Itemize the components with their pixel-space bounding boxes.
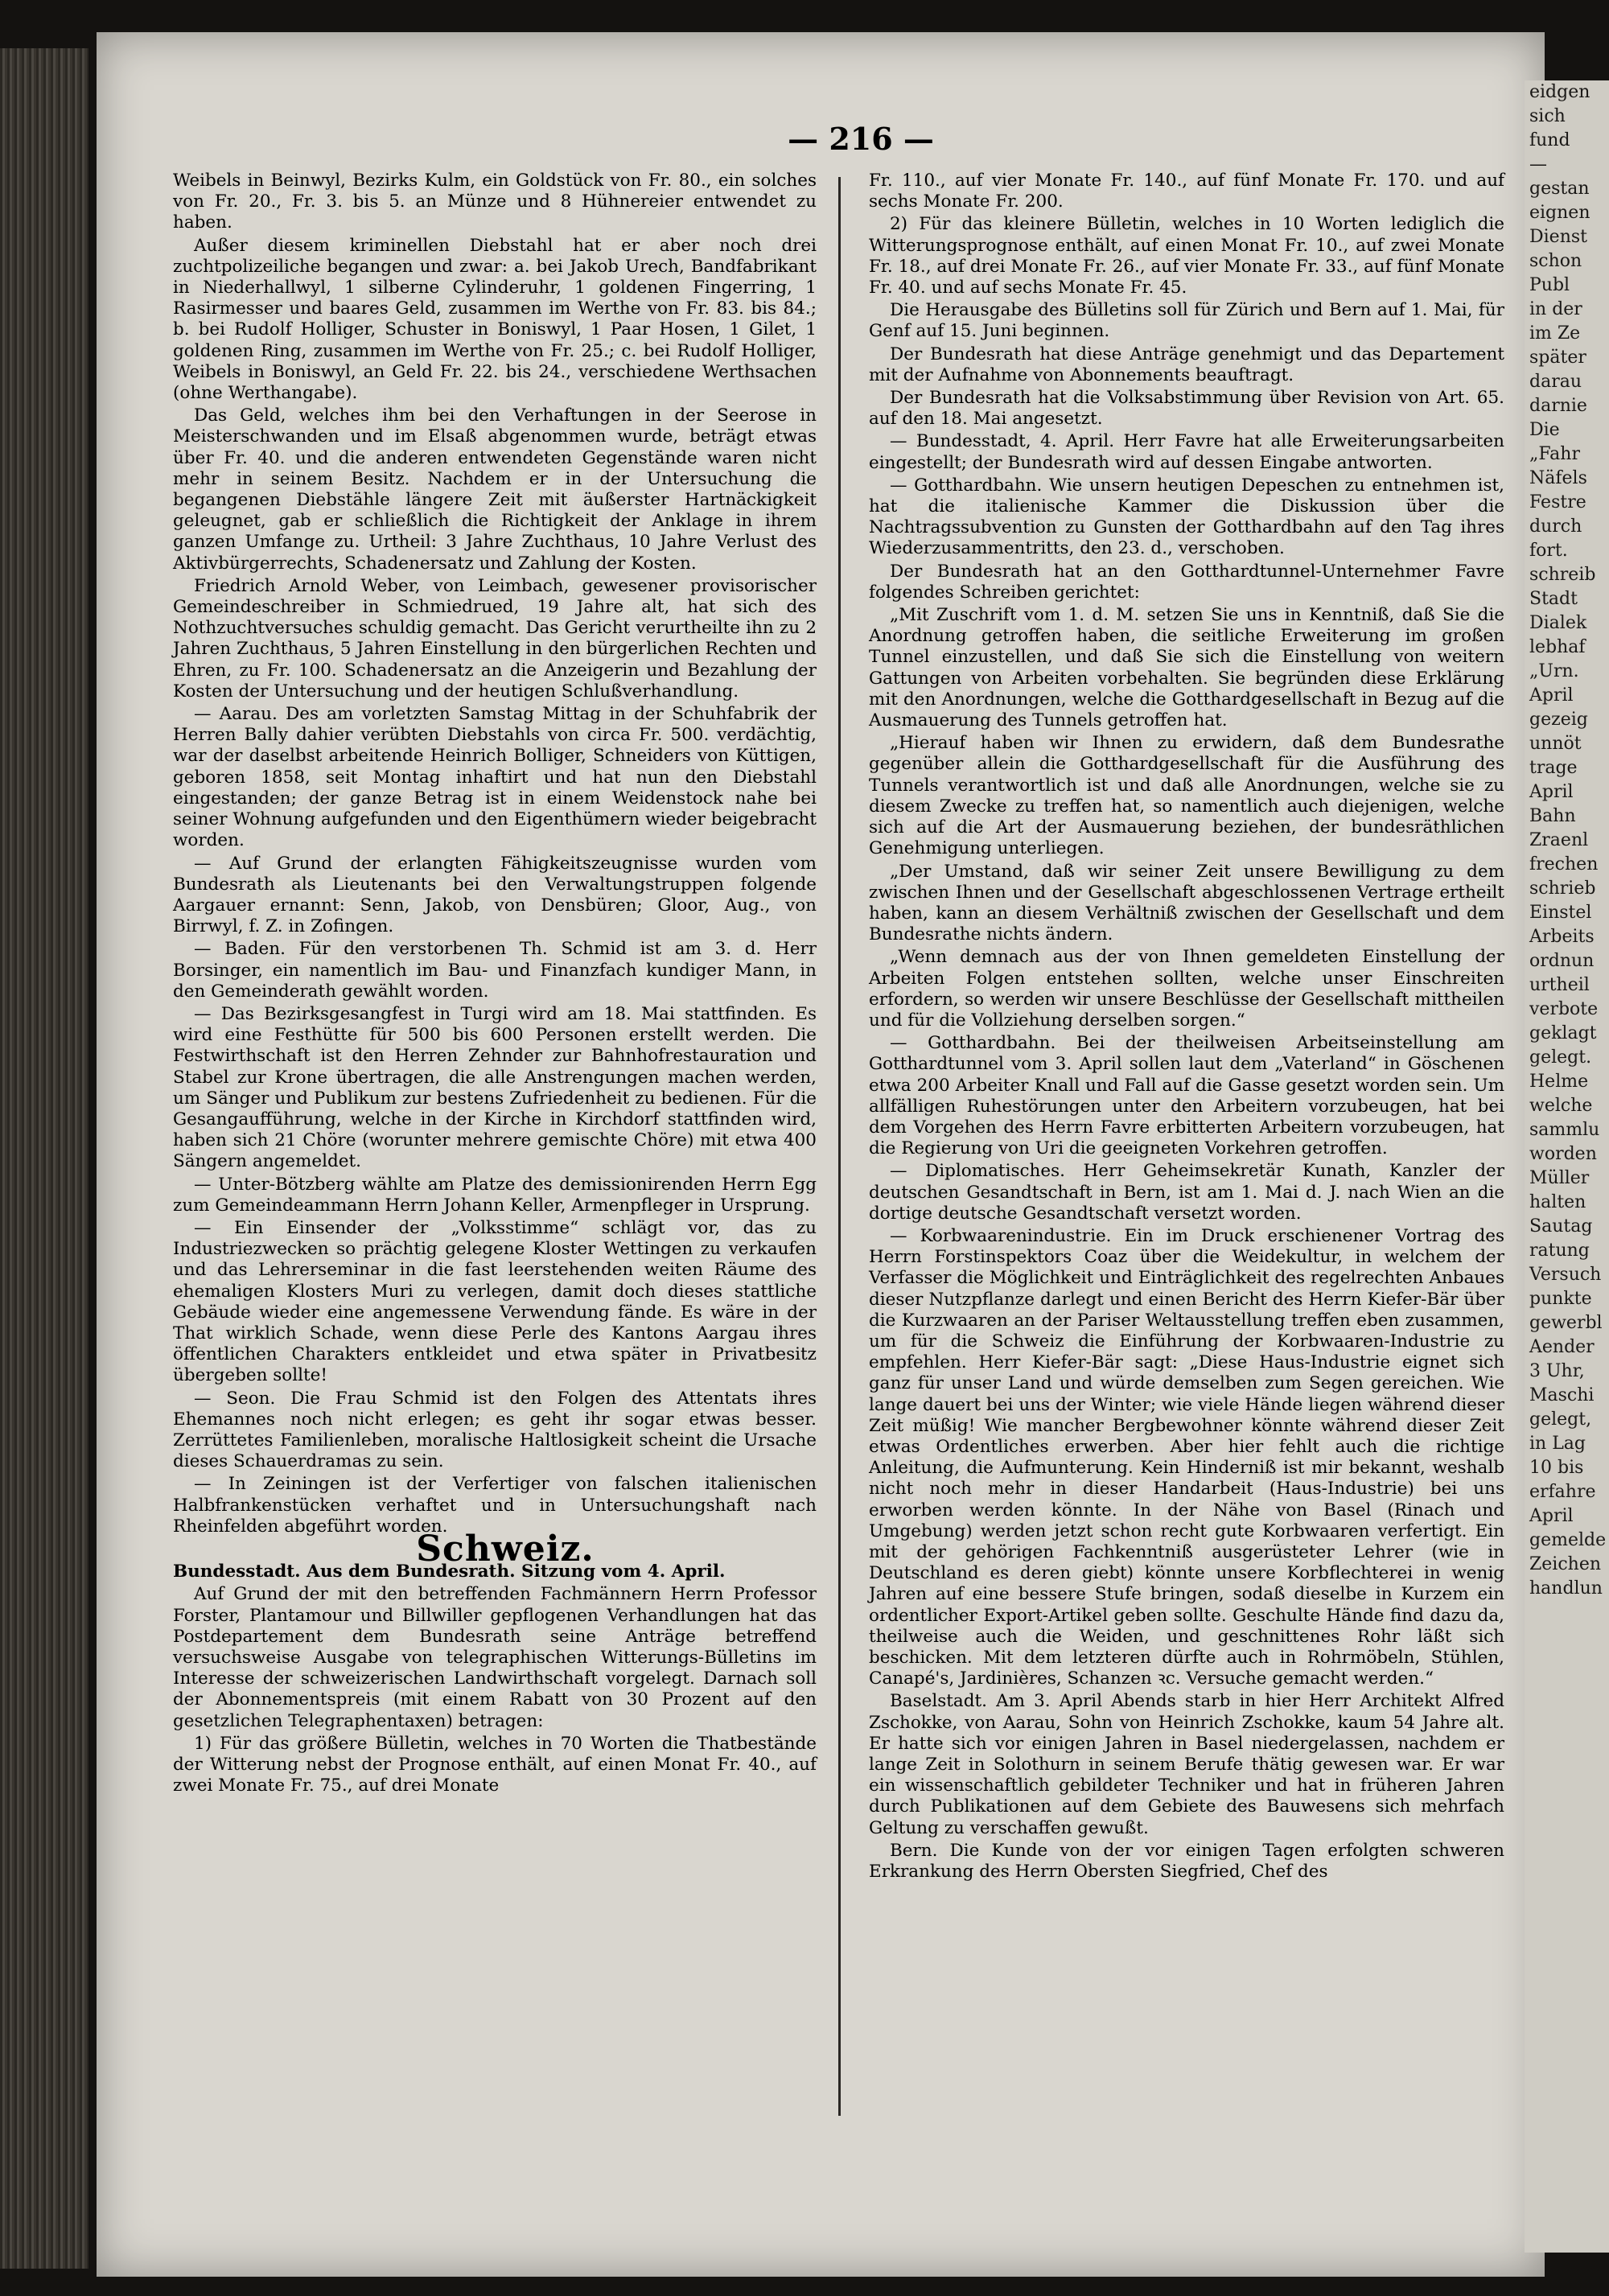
adjacent-page-line: gezeig <box>1529 710 1588 730</box>
adjacent-page-line: darnie <box>1529 396 1587 416</box>
adjacent-page-line: April <box>1529 1506 1574 1526</box>
adjacent-page-line: Einstel <box>1529 903 1592 923</box>
adjacent-page-line: eidgen <box>1529 82 1590 102</box>
adjacent-page-line: gemelde <box>1529 1530 1607 1550</box>
adjacent-page-line: durch <box>1529 516 1582 537</box>
right-column <box>869 171 1504 1884</box>
adjacent-page-line: im Ze <box>1529 323 1581 344</box>
article-paragraph: Baselstadt. Am 3. April Abends starb in hier Herr Architekt Alfred Zschokke, von Aarau, Sohn von Heinrich Zschokke, kaum 54 Jahre alt. Er hatte sich vor einigen Jahren in Basel niedergelassen, nachdem er lange Zeit in Solothurn in seinem Berufe thätig gewesen war. Er war ein wissenschaftlich gebildeter Techniker und hat in früheren Jahren durch Publikationen auf dem Gebiete des Bauwesens sich mehrfach Geltung zu verschaffen gewußt. <box>869 1691 1504 1838</box>
adjacent-page-line: 10 bis <box>1529 1458 1584 1478</box>
article-paragraph: — Seon. Die Frau Schmid ist den Folgen des Attentats ihres Ehemannes noch nicht erlegen; es geht ihr sogar etwas besser. Zerrüttetes Familienleben, moralische Haltlosigkeit scheint die Ursache dieses Schauerdramas zu sein. <box>173 1388 817 1472</box>
adjacent-page-line: Dialek <box>1529 613 1587 633</box>
article-paragraph: Der Bundesrath hat diese Anträge genehmigt und das Departement mit der Aufnahme von Abonnements beauftragt. <box>869 344 1504 385</box>
adjacent-page-line: später <box>1529 348 1586 368</box>
adjacent-page-line: ordnun <box>1529 951 1595 971</box>
adjacent-page-line: Bahn <box>1529 806 1576 826</box>
page-number: — 216 — <box>788 121 934 157</box>
adjacent-page-line: gestan <box>1529 179 1590 199</box>
article-paragraph: „Wenn demnach aus der von Ihnen gemeldeten Einstellung der Arbeiten Folgen entstehen sollten, welche unser Einschreiten erfordern, so werden wir unsere Beschlüsse der Gesellschaft mittheilen und für die Vollziehung derselben sorgen.“ <box>869 947 1504 1031</box>
article-paragraph: — Baden. Für den verstorbenen Th. Schmid ist am 3. d. Herr Borsinger, ein namentlich im Bau- und Finanzfach kundiger Mann, in den Gemeinderath gewählt worden. <box>173 939 817 1002</box>
article-paragraph: Der Bundesrath hat die Volksabstimmung über Revision von Art. 65. auf den 18. Mai angesetzt. <box>869 388 1504 430</box>
adjacent-page-line: Aender <box>1529 1337 1595 1357</box>
adjacent-page-line: in Lag <box>1529 1434 1586 1454</box>
adjacent-page-line: Helme <box>1529 1072 1589 1092</box>
left-column <box>173 171 817 1798</box>
adjacent-page-line: gelegt, <box>1529 1409 1592 1430</box>
adjacent-page-line: halten <box>1529 1192 1586 1212</box>
adjacent-page-line: Stadt <box>1529 589 1578 609</box>
article-paragraph: — Gotthardbahn. Bei der theilweisen Arbeitseinstellung am Gotthardtunnel vom 3. April sollen laut dem „Vaterland“ in Göschenen etwa 200 Arbeiter Knall und Fall auf die Gasse gesetzt worden sein. Um allfälligen Ruhestörungen unter den Arbeitern vorzubeugen, hat bei dem Vorgehen des Herrn Favre erbitterten Arbeitern vorzubeugen, hat die Regierung von Uri die geeigneten Vorkehren getroffen. <box>869 1033 1504 1159</box>
section-heading: Schweiz. <box>416 1529 595 1570</box>
book-page-edges <box>0 48 88 2269</box>
article-paragraph: — Aarau. Des am vorletzten Samstag Mittag in der Schuhfabrik der Herren Bally dahier verübten Diebstahls von circa Fr. 500. verdächtig, war der daselbst arbeitende Heinrich Bolliger, Schneiders von Küttigen, geboren 1858, seit Montag inhaftirt und hat nun den Diebstahl eingestanden; der ganze Betrag ist in einem Weidenstock nahe bei seiner Wohnung aufgefunden und den Eigenthümern wieder beigebracht worden. <box>173 704 817 851</box>
adjacent-page-line: frechen <box>1529 854 1599 874</box>
adjacent-page-line: fund <box>1529 130 1570 150</box>
adjacent-page-line: 3 Uhr, <box>1529 1361 1585 1381</box>
adjacent-page-line: Die <box>1529 420 1560 440</box>
article-paragraph: Auf Grund der mit den betreffenden Fachmännern Herrn Professor Forster, Plantamour und Billwiller gepflogenen Verhandlungen hat das Postdepartement dem Bundesrath seine Anträge betreffend versuchsweise Ausgabe von telegraphischen Witterungs-Bülletins im Interesse der schweizerischen Landwirthschaft vorgelegt. Darnach soll der Abonnementspreis (mit einem Rabatt von 30 Prozent auf den gesetzlichen Telegraphentaxen) betragen: <box>173 1584 817 1731</box>
adjacent-page-line: Maschi <box>1529 1385 1595 1405</box>
adjacent-page-line: urtheil <box>1529 975 1590 995</box>
article-paragraph: — Korbwaarenindustrie. Ein im Druck erschienener Vortrag des Herrn Forstinspektors Coaz über die Weidekultur, in welchem der Verfasser die Möglichkeit und Einträglichkeit des regelrechten Anbaues dieser Nutzpflanze darlegt und einen Bericht des Herrn Kiefer-Bär über die Kurzwaaren an der Pariser Weltausstellung treffen eben zusammen, um für die Schweiz die Einführung der Korbwaaren-Industrie zu empfehlen. Herr Kiefer-Bär sagt: „Diese Haus-Industrie eignet sich ganz für unser Land und würde demselben zum Segen gereichen. Wie lange dauert bei uns der Winter; wie viele Hände liegen während dieser Zeit müßig! Wie mancher Bergbewohner könnte während dieser Zeit etwas Ordentliches erwerben. Aber hier fehlt auch die richtige Anleitung, die Aufmunterung. Kein Hinderniß ist mir bekannt, weshalb nicht noch mehr in dieser Handarbeit (Haus-Industrie) bei uns erworben werden könnte. In der Nähe von Basel (Rinach und Umgebung) werden jetzt schon recht gute Korbwaaren verfertigt. Ein mit der gehörigen Fachkenntniß ausgerüsteter Lehrer (wie in Deutschland es deren giebt) könnte unsere Korbflechterei in wenig Jahren auf eine bessere Stufe bringen, sodaß dieselbe in Kurzem ein ordentlicher Export-Artikel geben sollte. Geschulte Hände find dazu da, theilweise auch die Weiden, und geschnittenes Rohr läßt sich beschicken. Mit dem letzteren dürfte auch in Rohrmöbeln, Stühlen, Canapé's, Jardinières, Schanzen ꝛc. Versuche gemacht werden.“ <box>869 1225 1504 1689</box>
article-paragraph: Der Bundesrath hat an den Gotthardtunnel-Unternehmer Favre folgendes Schreiben gerichtet: <box>869 561 1504 603</box>
adjacent-page-line: fort. <box>1529 541 1568 561</box>
adjacent-page-line: Festre <box>1529 492 1586 512</box>
article-paragraph: Bern. Die Kunde von der vor einigen Tagen erfolgten schweren Erkrankung des Herrn Obersten Siegfried, Chef des <box>869 1840 1504 1882</box>
adjacent-page-line: Zraenl <box>1529 830 1589 850</box>
adjacent-page-line: welche <box>1529 1096 1593 1116</box>
article-paragraph: — Bundesstadt, 4. April. Herr Favre hat alle Erweiterungsarbeiten eingestellt; der Bundesrath wird auf dessen Eingabe antworten. <box>869 431 1504 473</box>
adjacent-page-line: ratung <box>1529 1241 1590 1261</box>
adjacent-page-line: handlun <box>1529 1578 1603 1599</box>
adjacent-page-line: — <box>1529 154 1547 175</box>
article-paragraph: Das Geld, welches ihm bei den Verhaftungen in der Seerose in Meisterschwanden und im Elsaß abgenommen wurde, beträgt etwas über Fr. 40. und die anderen entwendeten Gegenstände waren nicht mehr in seinem Besitz. Nachdem er in der Untersuchung die begangenen Diebstähle längere Zeit mit äußerster Hartnäckigkeit geleugnet, gab er schließlich die Richtigkeit der Anklage in ihrem ganzen Umfange zu. Urtheil: 3 Jahre Zuchthaus, 10 Jahre Verlust des Aktivbürgerrechts, Schadenersatz und Zahlung der Kosten. <box>173 405 817 574</box>
article-paragraph: — Diplomatisches. Herr Geheimsekretär Kunath, Kanzler der deutschen Gesandtschaft in Bern, ist am 1. Mai d. J. nach Wien an die dortige deutsche Gesandtschaft versetzt worden. <box>869 1161 1504 1224</box>
adjacent-page-line: punkte <box>1529 1289 1592 1309</box>
article-paragraph: — Ein Einsender der „Volksstimme“ schlägt vor, das zu Industriezwecken so prächtig gelegene Kloster Wettingen zu verkaufen und das Lehrerseminar in die fast leerstehenden weiten Räume des ehemaligen Klosters Muri zu verlegen, damit doch dieses stattliche Gebäude wieder eine angemessene Verwendung fände. Es wäre in der That wirklich Schade, wenn diese Perle des Kantons Aargau ihres öffentlichen Charakters entkleidet und etwa später in Privatbesitz übergeben sollte! <box>173 1217 817 1386</box>
adjacent-page-line: sich <box>1529 106 1566 126</box>
adjacent-page-line: lebhaf <box>1529 637 1586 657</box>
article-paragraph: „Der Umstand, daß wir seiner Zeit unsere Bewilligung zu dem zwischen Ihnen und der Gesellschaft abgeschlossenen Vertrage ertheilt haben, kann an diesem Verhältniß zwischen der Gesellschaft und dem Bundesrathe nichts ändern. <box>869 861 1504 945</box>
article-paragraph: Fr. 110., auf vier Monate Fr. 140., auf fünf Monate Fr. 170. und auf sechs Monate Fr. 200. <box>869 171 1504 212</box>
adjacent-page-line: Sautag <box>1529 1216 1593 1236</box>
adjacent-page-line: sammlu <box>1529 1120 1600 1140</box>
adjacent-page-line: Näfels <box>1529 468 1587 488</box>
adjacent-page-line: Arbeits <box>1529 927 1595 947</box>
article-dateline: Bundesstadt. Aus dem Bundesrath. Sitzung vom 4. April. <box>173 1562 726 1582</box>
article-paragraph: Außer diesem kriminellen Diebstahl hat er aber noch drei zuchtpolizeiliche begangen und zwar: a. bei Jakob Urech, Bandfabrikant in Niederhallwyl, 1 silberne Cylinderuhr, 1 goldenen Fingerring, 1 Rasirmesser und baares Geld, zusammen im Werthe von Fr. 83. bis 84.; b. bei Rudolf Holliger, Schuster in Boniswyl, 1 Paar Hosen, 1 Gilet, 1 goldenen Ring, zusammen im Werthe von Fr. 25.; c. bei Rudolf Holliger, Weibels in Boniswyl, an Geld Fr. 22. bis 24., verschiedene Werthsachen (ohne Werthangabe). <box>173 235 817 404</box>
article-paragraph: 2) Für das kleinere Bülletin, welches in 10 Worten lediglich die Witterungsprognose enthält, auf einen Monat Fr. 10., auf zwei Monate Fr. 18., auf drei Monate Fr. 26., auf vier Monate Fr. 33., auf fünf Monate Fr. 40. und auf sechs Monate Fr. 45. <box>869 214 1504 298</box>
adjacent-page-line: eignen <box>1529 203 1590 223</box>
adjacent-page-line: verbote <box>1529 999 1599 1019</box>
adjacent-page-line: schreib <box>1529 565 1596 585</box>
article-paragraph: — Gotthardbahn. Wie unsern heutigen Depeschen zu entnehmen ist, hat die italienische Kammer die Diskussion über die Nachtragssubvention zu Gunsten der Gotthardbahn auf den Tag ihres Wiederzusammentritts, den 23. d., verschoben. <box>869 475 1504 559</box>
adjacent-page-line: gewerbl <box>1529 1313 1603 1333</box>
adjacent-page-line: Zeichen <box>1529 1554 1602 1574</box>
adjacent-page-line: in der <box>1529 299 1582 319</box>
article-paragraph: „Mit Zuschrift vom 1. d. M. setzen Sie uns in Kenntniß, daß Sie die Anordnung getroffen haben, die seitliche Erweiterung im großen Tunnel einzustellen, und daß Sie sich die Einstellung von weitern Gattungen von Arbeiten vorbehalten. Sie begründen diese Erklärung mit den Anordnungen, welche die Gotthardgesellschaft in Bezug auf die Ausmauerung des Tunnels getroffen hat. <box>869 605 1504 731</box>
article-paragraph: — Auf Grund der erlangten Fähigkeitszeugnisse wurden vom Bundesrath als Lieutenants bei den Verwaltungstruppen folgende Aargauer ernannt: Senn, Jakob, von Densbüren; Gloor, Aug., von Birrwyl, f. Z. in Zofingen. <box>173 853 817 937</box>
adjacent-page-line: Versuch <box>1529 1265 1602 1285</box>
adjacent-page-line: gelegt. <box>1529 1047 1592 1068</box>
adjacent-page-fragment <box>1525 80 1609 2253</box>
adjacent-page-line: „Urn. <box>1529 661 1579 681</box>
article-paragraph: 1) Für das größere Bülletin, welches in 70 Worten die Thatbestände der Witterung nebst der Prognose enthält, auf einen Monat Fr. 40., auf zwei Monate Fr. 75., auf drei Monate <box>173 1733 817 1796</box>
adjacent-page-line: worden <box>1529 1144 1597 1164</box>
adjacent-page-line: geklagt <box>1529 1023 1597 1043</box>
article-paragraph: — Unter-Bötzberg wählte am Platze des demissionirenden Herrn Egg zum Gemeindeammann Herrn Johann Keller, Armenpfleger in Ursprung. <box>173 1174 817 1216</box>
article-paragraph: — In Zeiningen ist der Verfertiger von falschen italienischen Halbfrankenstücken verhaftet und in Untersuchungshaft nach Rheinfelden abgeführt worden. <box>173 1474 817 1537</box>
article-paragraph: Weibels in Beinwyl, Bezirks Kulm, ein Goldstück von Fr. 80., ein solches von Fr. 20., Fr. 3. bis 5. an Münze und 8 Hühnereier entwendet zu haben. <box>173 171 817 233</box>
adjacent-page-line: Dienst <box>1529 227 1587 247</box>
adjacent-page-line: „Fahr <box>1529 444 1580 464</box>
adjacent-page-line: Müller <box>1529 1168 1590 1188</box>
article-paragraph: — Das Bezirksgesangfest in Turgi wird am 18. Mai stattfinden. Es wird eine Festhütte für 500 bis 600 Personen erstellt werden. Die Festwirthschaft ist den Herren Zehnder zur Bahnhofrestauration und Stabel zur Krone übertragen, die alle Anstrengungen machen werden, um Sänger und Publikum zur bestens Zufriedenheit zu bedienen. Für die Gesangaufführung, welche in der Kirche in Kirchdorf stattfinden wird, haben sich 21 Chöre (worunter mehrere gemischte Chöre) mit etwa 400 Sängern angemeldet. <box>173 1003 817 1172</box>
article-paragraph: Die Herausgabe des Bülletins soll für Zürich und Bern auf 1. Mai, für Genf auf 15. Juni beginnen. <box>869 300 1504 342</box>
adjacent-page-line: schon <box>1529 251 1582 271</box>
adjacent-page-line: trage <box>1529 758 1578 778</box>
adjacent-page-line: Publ <box>1529 275 1570 295</box>
article-paragraph: „Hierauf haben wir Ihnen zu erwidern, daß dem Bundesrathe gegenüber allein die Gotthardgesellschaft für die Ausführung des Tunnels verantwortlich ist und daß alle Anordnungen, welche sie zu diesem Zwecke zu treffen hat, so namentlich auch diejenigen, welche sich auf die Art der Ausmauerung beziehen, der bundesräthlichen Genehmigung unterliegen. <box>869 733 1504 859</box>
adjacent-page-line: unnöt <box>1529 734 1582 754</box>
adjacent-page-line: April <box>1529 782 1574 802</box>
adjacent-page-line: schrieb <box>1529 878 1596 899</box>
adjacent-page-line: April <box>1529 685 1574 706</box>
adjacent-page-line: darau <box>1529 372 1582 392</box>
column-rule <box>838 177 841 2116</box>
article-paragraph: Friedrich Arnold Weber, von Leimbach, gewesener provisorischer Gemeindeschreiber in Schmiedrued, 19 Jahre alt, hat sich des Nothzuchtversuches schuldig gemacht. Das Gericht verurtheilte ihn zu 2 Jahren Zuchthaus, 5 Jahren Einstellung in den bürgerlichen Rechten und Ehren, zu Fr. 100. Schadenersatz an die Anzeigerin und Bezahlung der Kosten der Untersuchung und der heutigen Schlußverhandlung. <box>173 575 817 702</box>
adjacent-page-line: erfahre <box>1529 1482 1596 1502</box>
